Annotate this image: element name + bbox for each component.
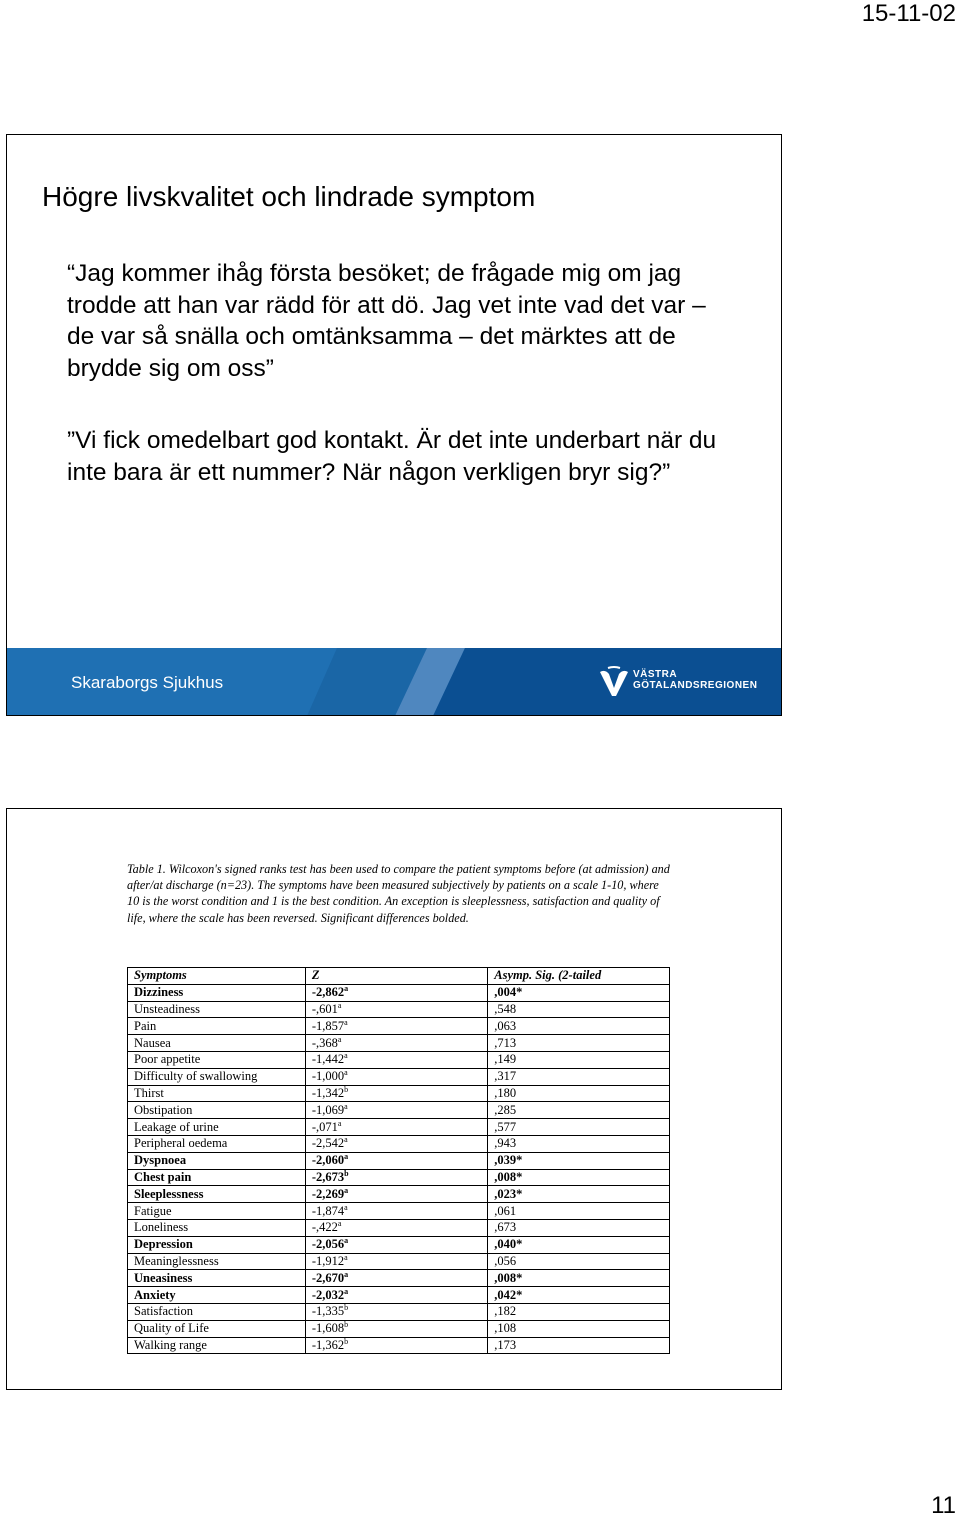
z-value: -1,857 — [311, 1018, 345, 1033]
z-footnote-marker: b — [344, 1168, 349, 1178]
z-value: -1,335 — [311, 1304, 345, 1319]
z-cell — [305, 1051, 487, 1068]
hospital-name: Skaraborgs Sjukhus — [71, 673, 224, 692]
p-value-cell: ,040* — [488, 1236, 670, 1253]
z-footnote-marker: a — [344, 1269, 349, 1279]
p-value-cell: ,173 — [488, 1337, 670, 1354]
p-value-cell: ,039* — [488, 1152, 670, 1169]
z-footnote-marker: a — [337, 1000, 342, 1010]
z-value: -1,342 — [311, 1085, 345, 1100]
header-asymp-sig: Asymp. Sig. (2-tailed — [488, 968, 670, 985]
z-cell — [305, 1135, 487, 1152]
symptom-cell: Quality of Life — [128, 1320, 306, 1337]
z-value: -1,000 — [311, 1069, 345, 1084]
z-cell — [305, 1203, 487, 1220]
symptom-cell: Dizziness — [128, 984, 306, 1001]
symptoms-table — [127, 967, 670, 1354]
patient-quote-1: “Jag kommer ihåg första besöket; de frågade mig om jag trodde att han var rädd för att dö. Jag vet inte vad det var – de var så snälla och omtänksamma – det märktes att de brydde sig om oss” — [67, 260, 706, 382]
z-value: -,071 — [311, 1119, 338, 1134]
symptom-cell: Peripheral oedema — [128, 1135, 306, 1152]
logo-text-line-2: GÖTALANDSREGIONEN — [633, 680, 758, 691]
slide-title: Högre livskvalitet och lindrade symptom — [42, 181, 536, 212]
table-row — [128, 1236, 670, 1253]
z-cell — [305, 1320, 487, 1337]
logo-text-line-1: VÄSTRA — [633, 669, 678, 680]
table-row — [128, 984, 670, 1001]
z-cell — [305, 1001, 487, 1018]
z-value: -2,056 — [311, 1237, 345, 1252]
table-row — [128, 1303, 670, 1320]
z-footnote-marker: b — [344, 1336, 349, 1346]
z-footnote-marker: a — [337, 1219, 342, 1229]
p-value-cell: ,023* — [488, 1186, 670, 1203]
table-row — [128, 1068, 670, 1085]
symptom-cell: Chest pain — [128, 1169, 306, 1186]
z-cell — [305, 1186, 487, 1203]
z-footnote-marker: a — [344, 1051, 348, 1061]
z-footnote-marker: a — [344, 1185, 349, 1195]
z-cell — [305, 1068, 487, 1085]
symptom-cell: Sleeplessness — [128, 1186, 306, 1203]
z-cell — [305, 1102, 487, 1119]
z-cell — [305, 1018, 487, 1035]
z-value: -1,608 — [311, 1321, 345, 1336]
header-z: Z — [305, 968, 487, 985]
p-value-cell: ,182 — [488, 1303, 670, 1320]
table-row — [128, 1186, 670, 1203]
symptom-cell: Walking range — [128, 1337, 306, 1354]
z-cell — [305, 1219, 487, 1236]
z-cell — [305, 1119, 487, 1136]
p-value-cell: ,180 — [488, 1085, 670, 1102]
z-value: -,368 — [311, 1035, 338, 1050]
z-footnote-marker: a — [337, 1034, 342, 1044]
p-value-cell: ,061 — [488, 1203, 670, 1220]
z-footnote-marker: a — [344, 984, 349, 994]
z-value: -1,912 — [311, 1253, 345, 1268]
z-cell — [305, 1253, 487, 1270]
table-caption: Table 1. Wilcoxon's signed ranks test has been used to compare the patient symptoms before (at admission) and after/at discharge (n=23). The symptoms have been measured subjectively by patients on a scale 1-10, where 10 is the worst condition and 1 is the best condition. An exception is sleeplessness, satisfaction and quality of life, where the scale has been reversed. Significant differences bolded. — [127, 862, 670, 925]
z-value: -1,362 — [311, 1337, 345, 1352]
page-number: 11 — [931, 1492, 956, 1519]
p-value-cell: ,285 — [488, 1102, 670, 1119]
symptom-cell: Fatigue — [128, 1203, 306, 1220]
z-footnote-marker: a — [344, 1068, 348, 1078]
z-footnote-marker: a — [337, 1118, 342, 1128]
z-value: -2,670 — [311, 1270, 345, 1285]
symptom-cell: Uneasiness — [128, 1270, 306, 1287]
vgr-logo-mark-icon — [599, 666, 629, 698]
z-value: -1,442 — [311, 1052, 345, 1067]
z-footnote-marker: a — [344, 1236, 349, 1246]
z-value: -1,874 — [311, 1203, 345, 1218]
z-footnote-marker: a — [344, 1135, 348, 1145]
table-body — [128, 984, 670, 1354]
p-value-cell: ,042* — [488, 1287, 670, 1304]
table-row — [128, 1102, 670, 1119]
p-value-cell: ,673 — [488, 1219, 670, 1236]
table-row — [128, 1320, 670, 1337]
p-value-cell: ,008* — [488, 1270, 670, 1287]
table-row — [128, 1085, 670, 1102]
z-cell — [305, 1270, 487, 1287]
z-value: -1,069 — [311, 1102, 345, 1117]
z-value: -2,542 — [311, 1136, 345, 1151]
z-value: -2,032 — [311, 1287, 345, 1302]
symptom-cell: Difficulty of swallowing — [128, 1068, 306, 1085]
table-row — [128, 1018, 670, 1035]
table-row — [128, 1152, 670, 1169]
z-cell — [305, 1152, 487, 1169]
table-header-row — [128, 968, 670, 985]
table-row — [128, 1169, 670, 1186]
z-footnote-marker: b — [344, 1303, 349, 1313]
z-footnote-marker: a — [344, 1286, 349, 1296]
page-date: 15-11-02 — [861, 0, 956, 27]
p-value-cell: ,577 — [488, 1119, 670, 1136]
symptom-cell: Meaninglessness — [128, 1253, 306, 1270]
slide-results-table — [6, 808, 782, 1390]
z-footnote-marker: a — [344, 1017, 348, 1027]
z-footnote-marker: a — [344, 1202, 348, 1212]
symptom-cell: Unsteadiness — [128, 1001, 306, 1018]
p-value-cell: ,108 — [488, 1320, 670, 1337]
z-footnote-marker: b — [344, 1084, 349, 1094]
z-cell — [305, 1303, 487, 1320]
z-footnote-marker: a — [344, 1152, 349, 1162]
table-row — [128, 1270, 670, 1287]
vastra-gotalandsregionen-logo — [599, 666, 759, 698]
symptom-cell: Thirst — [128, 1085, 306, 1102]
z-cell — [305, 1287, 487, 1304]
p-value-cell: ,943 — [488, 1135, 670, 1152]
z-cell — [305, 1169, 487, 1186]
table-row — [128, 1135, 670, 1152]
z-cell — [305, 1085, 487, 1102]
z-value: -2,673 — [311, 1169, 345, 1184]
z-value: -,422 — [311, 1220, 338, 1235]
p-value-cell: ,548 — [488, 1001, 670, 1018]
z-value: -,601 — [311, 1001, 338, 1016]
symptom-cell: Pain — [128, 1018, 306, 1035]
p-value-cell: ,008* — [488, 1169, 670, 1186]
table-row — [128, 1337, 670, 1354]
z-footnote-marker: a — [344, 1101, 348, 1111]
symptom-cell: Nausea — [128, 1035, 306, 1052]
z-footnote-marker: b — [344, 1320, 349, 1330]
table-row — [128, 1119, 670, 1136]
z-cell — [305, 1236, 487, 1253]
p-value-cell: ,004* — [488, 984, 670, 1001]
symptom-cell: Obstipation — [128, 1102, 306, 1119]
table-row — [128, 1287, 670, 1304]
symptom-cell: Dyspnoea — [128, 1152, 306, 1169]
z-cell — [305, 1337, 487, 1354]
slide-footer-band — [7, 648, 782, 716]
symptom-cell: Anxiety — [128, 1287, 306, 1304]
p-value-cell: ,713 — [488, 1035, 670, 1052]
header-symptoms: Symptoms — [128, 968, 306, 985]
z-footnote-marker: a — [344, 1252, 348, 1262]
patient-quote-2: ”Vi fick omedelbart god kontakt. Är det inte underbart när du inte bara är ett nummer? När någon verkligen bryr sig?” — [67, 427, 717, 486]
table-row — [128, 1203, 670, 1220]
p-value-cell: ,317 — [488, 1068, 670, 1085]
table-row — [128, 1001, 670, 1018]
table-row — [128, 1035, 670, 1052]
z-cell — [305, 984, 487, 1001]
z-cell — [305, 1035, 487, 1052]
symptom-cell: Poor appetite — [128, 1051, 306, 1068]
z-value: -2,862 — [311, 985, 345, 1000]
p-value-cell: ,063 — [488, 1018, 670, 1035]
slide-quotes — [6, 134, 782, 716]
table-row — [128, 1253, 670, 1270]
symptom-cell: Depression — [128, 1236, 306, 1253]
symptom-cell: Satisfaction — [128, 1303, 306, 1320]
p-value-cell: ,056 — [488, 1253, 670, 1270]
symptom-cell: Loneliness — [128, 1219, 306, 1236]
table-row — [128, 1051, 670, 1068]
symptom-cell: Leakage of urine — [128, 1119, 306, 1136]
z-value: -2,060 — [311, 1153, 345, 1168]
p-value-cell: ,149 — [488, 1051, 670, 1068]
z-value: -2,269 — [311, 1186, 345, 1201]
table-row — [128, 1219, 670, 1236]
